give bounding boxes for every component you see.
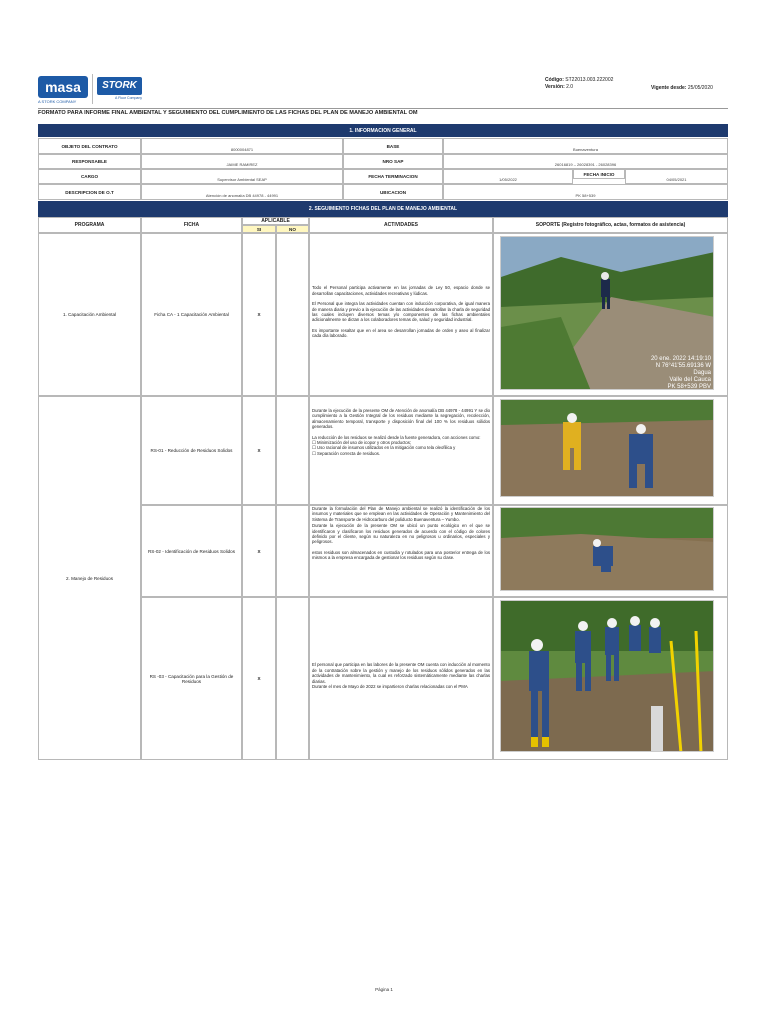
photo-caption: Valle del Cauca [669,377,711,383]
col-aplicable: APLICABLE [242,217,309,225]
support-photo [500,600,714,752]
no-mark [276,233,309,396]
ficha-cell: Ficha CA - 1 Capacitación Ambiental [141,233,242,396]
stork-logo: STORK [97,77,142,95]
programa-cell: 1. Capacitación Ambiental [38,233,141,396]
vigente-line [651,85,713,91]
base-label: BASE [343,138,443,154]
photo-caption: N 76°41'55.69136 W [655,363,711,369]
actividades-cell [309,233,493,396]
actividad-bullet: ☐ Minimización del uso de icopor y otros productos; [312,440,412,446]
si-mark: X [242,597,276,760]
programa-cell: 2. Manejo de Residuos [38,396,141,760]
actividad-paragraph: Durante la ejecución de la presente OM se ubicó un punto ecológico en el que se identificaron y clasificaron los residuos generados de acuerdo con el código de colores definido por el cliente, según su naturaleza en no peligrosos u ordinarios, especiales y peligrosos. [312,523,490,545]
actividades-cell [309,396,493,505]
actividad-paragraph: Durante la ejecución de la presente OM de Atención de anomalía DB 44978 - 44991 Y se dio cumplimiento a la Gestión Integral de los residuos mediante la segregación, recolección, almacenamiento temporal, transporte y disposición final del 100 % los residuos sólidos generados. [312,408,490,430]
no-mark [276,597,309,760]
si-mark: X [242,396,276,505]
support-photo [500,507,714,591]
document-title: FORMATO PARA INFORME FINAL AMBIENTAL Y SEGUIMIENTO DEL CUMPLIMIENTO DE LAS FICHAS DEL PLAN DE MANEJO AMBIENTAL OM [38,110,418,116]
actividad-paragraph: Durante la formulación del Plan de Manejo ambiental se realizó la identificación de los insumos y materiales que se emplean en las actividades de Operación y Mantenimiento del Sistema de Transporte de Hidrocarburo del poliducto Buenaventura – Yumbo. [312,506,490,522]
stork-logo-subtitle: A Fluor Company [115,96,143,100]
actividades-cell [309,597,493,760]
si-mark: X [242,505,276,597]
cargo-label: CARGO [38,169,141,184]
col-ficha: FICHA [141,217,242,233]
ubicacion-value: PK 58+539 [443,184,728,200]
col-si: SI [242,225,276,233]
support-photo [500,236,714,390]
fecha-terminacion-value: 1/05/2022 [443,169,573,184]
ficha-cell: RS-02 - Identificación de Residuos Solidos [141,505,242,597]
no-mark [276,505,309,597]
fecha-inicio-label: FECHA INICIO [573,169,625,179]
codigo-value: ST22013.003.222002 [565,77,614,83]
version-value: 2.0 [566,84,574,90]
ficha-cell: RS-01 - Reducción de Residuos Solidos [141,396,242,505]
nro-sap-label: NRO SAP [343,154,443,169]
actividad-paragraph: estos residuos son almacenados en custodia y rotulados para una posterior entrega de los mismos a la empresa encargada de gestionar los residuos según su clase. [312,549,490,561]
descripcion-label: DESCRIPCION DE O.T [38,184,141,200]
actividad-paragraph: El Personal que integra las actividades cuentan con inducción corporativa, de igual manera de manera diaria y previo a la ejecución de las actividades desarrollan la charla de seguridad las cuales incluyen diversos temas y/o componentes de las fichas ambientales adicionalmente se dictan a los colaboradores temas de, salud y seguridad industrial. [312,301,490,323]
photo-caption: 20 ene. 2022 14:19:10 [650,356,711,362]
photo-caption: PK 58+539 PBV [667,384,711,390]
actividad-bullet: ☐ Separación correcta de residuos. [312,450,381,456]
cargo-value: Supervisor Ambiental SEAP [141,169,343,184]
vigente-label: Vigente desde: [651,85,687,91]
objeto-label: OBJETO DEL CONTRATO [38,138,141,154]
photo-caption: Dagua [693,370,711,376]
ubicacion-label: UBICACION [343,184,443,200]
masa-logo: masa [38,76,88,98]
descripcion-value: Atención de anomalía DB 44978 - 44991 [141,184,343,200]
responsable-value: JAIME RAMIREZ [141,154,343,169]
header-divider [38,108,728,109]
col-no: NO [276,225,309,233]
ficha-cell: RS -03 - Capacitación para la Gestión de Residuos [141,597,242,760]
masa-logo-subtitle: A STORK COMPANY [38,99,77,104]
support-photo [500,399,714,497]
section1-header: 1. INFORMACION GENERAL [38,124,728,137]
codigo-label: Código: [545,77,564,83]
si-mark: X [242,233,276,396]
actividad-paragraph: Durante el mes de Mayo de 2022 se impartieron charlas relacionadas con el PMA [312,684,468,690]
fecha-inicio-value: 04/05/2021 [625,169,728,184]
page-number: Página 1 [375,987,393,992]
base-value: Buenaventura [443,138,728,154]
vigente-value: 25/05/2020 [687,85,713,91]
actividades-cell [309,505,493,597]
version-line [545,84,573,90]
actividad-paragraph: La reducción de los residuos se realizó desde la fuente generadora, con acciones como: [312,434,481,440]
version-label: Versión: [545,84,565,90]
actividad-bullet: ☐ Uso racional de insumos utilizados en la mitigación como tela oleofilica y [312,445,456,451]
section2-header: 2. SEGUIMIENTO FICHAS DEL PLAN DE MANEJO AMBIENTAL [38,201,728,217]
col-programa: PROGRAMA [38,217,141,233]
col-soporte: SOPORTE (Registro fotográfico, actas, formatos de asistencia) [493,217,728,233]
responsable-label: RESPONSABLE [38,154,141,169]
no-mark [276,396,309,505]
actividad-paragraph: El personal que participa en las labores de la presente OM cuenta con inducción al momento de la contratación sobre la gestión y manejo de los residuos sólidos generados en las actividades de mantenimiento, la cual es reforzado sistemáticamente mediante las charlas diarias. [312,662,490,684]
fecha-terminacion-label: FECHA TERMINACION [343,169,443,184]
actividad-paragraph: Es importante resaltar que en el area se desarrollan jornadas de orden y aseo al finalizar cada día laborado. [312,327,490,339]
col-actividades: ACTIVIDADES [309,217,493,233]
logo-divider [92,74,93,104]
actividad-paragraph: Todo el Personal participa activamente en las jornadas de Ley 50, espacio donde se desarrollan capacitaciones, actividades recreativas y lúdicas. [312,285,490,296]
nro-sap-value: 26016819 – 26028391 - 26028396 [443,154,728,169]
objeto-value: 8000004871 [141,138,343,154]
codigo-line [545,77,613,83]
